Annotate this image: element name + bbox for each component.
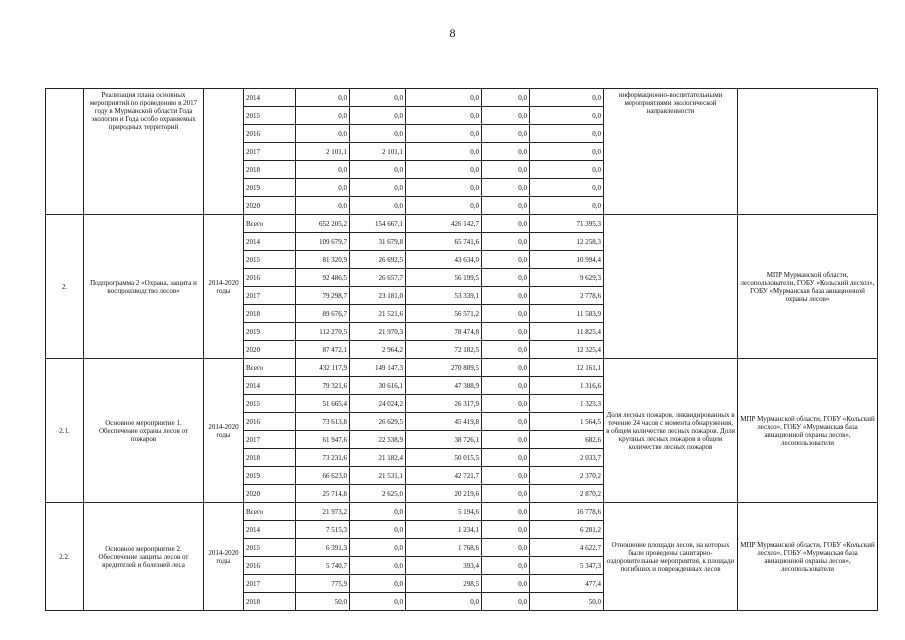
- total-cell: 61 947,6: [296, 431, 350, 449]
- value-cell: 0,0: [350, 575, 406, 593]
- value-cell: 0,0: [350, 593, 406, 611]
- value-cell: 0,0: [482, 287, 530, 305]
- value-cell: 0,0: [482, 323, 530, 341]
- year-cell: 2019: [244, 323, 296, 341]
- value-cell: 0,0: [530, 161, 604, 179]
- year-cell: 2015: [244, 539, 296, 557]
- item-period: 2014-2020 годы: [204, 215, 244, 359]
- total-cell: 51 665,4: [296, 395, 350, 413]
- value-cell: 0,0: [482, 251, 530, 269]
- value-cell: 38 726,1: [406, 431, 482, 449]
- total-cell: 432 117,9: [296, 359, 350, 377]
- year-cell: 2016: [244, 269, 296, 287]
- table-row: [46, 503, 878, 521]
- value-cell: 1 234,1: [406, 521, 482, 539]
- value-cell: 24 024,2: [350, 395, 406, 413]
- value-cell: 0,0: [482, 143, 530, 161]
- total-cell: 79 321,6: [296, 377, 350, 395]
- value-cell: 0,0: [482, 341, 530, 359]
- value-cell: 30 616,1: [350, 377, 406, 395]
- value-cell: 65 741,6: [406, 233, 482, 251]
- value-cell: 45 419,8: [406, 413, 482, 431]
- value-cell: 1 323,3: [530, 395, 604, 413]
- year-cell: 2016: [244, 557, 296, 575]
- total-cell: 0,0: [296, 89, 350, 107]
- value-cell: 0,0: [530, 143, 604, 161]
- item-responsible: МПР Мурманской области, лесопользователи, ГОБУ «Кольский лесхоз», ГОБУ «Мурманская база авиационной охраны лесов»: [738, 215, 878, 359]
- value-cell: 0,0: [482, 197, 530, 215]
- item-indicator: [604, 215, 738, 359]
- item-name: Основное мероприятие 2. Обеспечение защиты лесов от вредителей и болезней леса: [84, 503, 204, 611]
- year-cell: 2019: [244, 467, 296, 485]
- total-cell: 79 298,7: [296, 287, 350, 305]
- year-cell: Всего: [244, 503, 296, 521]
- item-period: 2014-2020 годы: [204, 503, 244, 611]
- year-cell: Всего: [244, 359, 296, 377]
- year-cell: 2020: [244, 341, 296, 359]
- total-cell: 652 205,2: [296, 215, 350, 233]
- value-cell: 149 147,3: [350, 359, 406, 377]
- value-cell: 0,0: [482, 233, 530, 251]
- total-cell: 7 515,3: [296, 521, 350, 539]
- value-cell: 21 521,6: [350, 305, 406, 323]
- total-cell: 0,0: [296, 161, 350, 179]
- value-cell: 0,0: [406, 161, 482, 179]
- total-cell: 66 623,0: [296, 467, 350, 485]
- value-cell: 12 161,1: [530, 359, 604, 377]
- table-row: [46, 215, 878, 233]
- total-cell: 50,0: [296, 593, 350, 611]
- value-cell: 26 317,9: [406, 395, 482, 413]
- year-cell: Всего: [244, 215, 296, 233]
- item-number: 2.2.: [46, 503, 84, 611]
- year-cell: 2016: [244, 125, 296, 143]
- value-cell: 9 629,3: [530, 269, 604, 287]
- value-cell: 16 778,6: [530, 503, 604, 521]
- year-cell: 2015: [244, 395, 296, 413]
- value-cell: 50,0: [530, 593, 604, 611]
- value-cell: 0,0: [406, 593, 482, 611]
- value-cell: 0,0: [530, 197, 604, 215]
- table-row: [46, 89, 878, 107]
- item-period: 2014-2020 годы: [204, 359, 244, 503]
- item-indicator: информационно-воспитательными мероприятиями экологической направленности: [604, 89, 738, 215]
- year-cell: 2018: [244, 305, 296, 323]
- total-cell: 0,0: [296, 179, 350, 197]
- total-cell: 0,0: [296, 197, 350, 215]
- item-name: Реализация плана основных мероприятий по проведению в 2017 году в Мурманской области Года экологии и Года особо охраняемых природных территорий: [84, 89, 204, 215]
- total-cell: 21 973,2: [296, 503, 350, 521]
- value-cell: 42 721,7: [406, 467, 482, 485]
- value-cell: 0,0: [406, 125, 482, 143]
- value-cell: 0,0: [530, 125, 604, 143]
- value-cell: 2 964,2: [350, 341, 406, 359]
- value-cell: 26 629,5: [350, 413, 406, 431]
- value-cell: 393,4: [406, 557, 482, 575]
- year-cell: 2014: [244, 89, 296, 107]
- value-cell: 2 870,2: [530, 485, 604, 503]
- value-cell: 1 316,6: [530, 377, 604, 395]
- year-cell: 2020: [244, 485, 296, 503]
- total-cell: 81 320,9: [296, 251, 350, 269]
- year-cell: 2018: [244, 161, 296, 179]
- value-cell: 0,0: [530, 179, 604, 197]
- value-cell: 0,0: [406, 143, 482, 161]
- total-cell: 73 613,8: [296, 413, 350, 431]
- value-cell: 0,0: [482, 503, 530, 521]
- value-cell: 21 182,4: [350, 449, 406, 467]
- item-responsible: МПР Мурманской области, ГОБУ «Кольский лесхоз», ГОБУ «Мурманская база авиационной охраны лесов», лесопользователи: [738, 503, 878, 611]
- value-cell: 5 194,6: [406, 503, 482, 521]
- total-cell: 6 391,3: [296, 539, 350, 557]
- value-cell: 0,0: [530, 89, 604, 107]
- value-cell: 2 778,6: [530, 287, 604, 305]
- value-cell: 2 101,1: [350, 143, 406, 161]
- value-cell: 21 970,3: [350, 323, 406, 341]
- value-cell: 0,0: [482, 449, 530, 467]
- value-cell: 11 583,9: [530, 305, 604, 323]
- value-cell: 0,0: [530, 107, 604, 125]
- value-cell: 298,5: [406, 575, 482, 593]
- value-cell: 56 199,5: [406, 269, 482, 287]
- program-funding-table: [45, 88, 878, 611]
- year-cell: 2015: [244, 251, 296, 269]
- value-cell: 0,0: [406, 107, 482, 125]
- value-cell: 0,0: [350, 539, 406, 557]
- value-cell: 2 625,0: [350, 485, 406, 503]
- value-cell: 0,0: [482, 575, 530, 593]
- year-cell: 2019: [244, 179, 296, 197]
- value-cell: 0,0: [350, 503, 406, 521]
- value-cell: 0,0: [482, 305, 530, 323]
- total-cell: 109 679,7: [296, 233, 350, 251]
- value-cell: 0,0: [482, 269, 530, 287]
- value-cell: 0,0: [482, 593, 530, 611]
- value-cell: 0,0: [482, 557, 530, 575]
- year-cell: 2016: [244, 413, 296, 431]
- value-cell: 0,0: [482, 539, 530, 557]
- year-cell: 2018: [244, 449, 296, 467]
- value-cell: 0,0: [406, 197, 482, 215]
- total-cell: 89 676,7: [296, 305, 350, 323]
- page-number: 8: [449, 26, 456, 40]
- total-cell: 73 231,6: [296, 449, 350, 467]
- table-row: [46, 359, 878, 377]
- item-name: Подпрограмма 2 «Охрана, защита и воспроизводство лесов»: [84, 215, 204, 359]
- value-cell: 50 015,5: [406, 449, 482, 467]
- value-cell: 1 768,6: [406, 539, 482, 557]
- value-cell: 270 809,5: [406, 359, 482, 377]
- value-cell: 0,0: [406, 179, 482, 197]
- item-period: [204, 89, 244, 215]
- total-cell: 92 486,5: [296, 269, 350, 287]
- value-cell: 0,0: [482, 413, 530, 431]
- value-cell: 23 181,0: [350, 287, 406, 305]
- item-responsible: [738, 89, 878, 215]
- value-cell: 1 564,5: [530, 413, 604, 431]
- value-cell: 0,0: [350, 89, 406, 107]
- value-cell: 71 395,3: [530, 215, 604, 233]
- value-cell: 0,0: [350, 125, 406, 143]
- value-cell: 0,0: [482, 521, 530, 539]
- item-number: 2.1.: [46, 359, 84, 503]
- year-cell: 2015: [244, 107, 296, 125]
- value-cell: 47 388,9: [406, 377, 482, 395]
- value-cell: 0,0: [350, 161, 406, 179]
- year-cell: 2017: [244, 287, 296, 305]
- value-cell: 10 994,4: [530, 251, 604, 269]
- item-responsible: МПР Мурманской области, ГОБУ «Кольский лесхоз», ГОБУ «Мурманская база авиационной охраны лесов», лесопользователи: [738, 359, 878, 503]
- value-cell: 72 182,5: [406, 341, 482, 359]
- value-cell: 0,0: [482, 125, 530, 143]
- year-cell: 2020: [244, 197, 296, 215]
- year-cell: 2014: [244, 377, 296, 395]
- total-cell: 5 740,7: [296, 557, 350, 575]
- value-cell: 682,6: [530, 431, 604, 449]
- value-cell: 26 692,5: [350, 251, 406, 269]
- value-cell: 56 571,2: [406, 305, 482, 323]
- year-cell: 2018: [244, 593, 296, 611]
- value-cell: 20 219,6: [406, 485, 482, 503]
- value-cell: 0,0: [482, 89, 530, 107]
- item-indicator: Доля лесных пожаров, ликвидированных в течение 24 часов с момента обнаружения, в общем количестве лесных пожаров. Доля крупных лесных пожаров в общем количестве лесных пожаров: [604, 359, 738, 503]
- total-cell: 112 270,5: [296, 323, 350, 341]
- total-cell: 0,0: [296, 107, 350, 125]
- value-cell: 0,0: [482, 215, 530, 233]
- value-cell: 0,0: [482, 359, 530, 377]
- value-cell: 12 325,4: [530, 341, 604, 359]
- value-cell: 0,0: [482, 431, 530, 449]
- value-cell: 4 622,7: [530, 539, 604, 557]
- item-number: [46, 89, 84, 215]
- value-cell: 31 679,8: [350, 233, 406, 251]
- value-cell: 53 339,1: [406, 287, 482, 305]
- year-cell: 2017: [244, 143, 296, 161]
- value-cell: 0,0: [482, 161, 530, 179]
- item-number: 2.: [46, 215, 84, 359]
- year-cell: 2014: [244, 521, 296, 539]
- value-cell: 0,0: [350, 521, 406, 539]
- value-cell: 477,4: [530, 575, 604, 593]
- year-cell: 2014: [244, 233, 296, 251]
- value-cell: 154 667,1: [350, 215, 406, 233]
- value-cell: 12 258,3: [530, 233, 604, 251]
- value-cell: 26 657,7: [350, 269, 406, 287]
- value-cell: 0,0: [482, 467, 530, 485]
- table-body: [46, 89, 878, 611]
- value-cell: 2 033,7: [530, 449, 604, 467]
- value-cell: 0,0: [482, 377, 530, 395]
- year-cell: 2017: [244, 575, 296, 593]
- item-indicator: Отношение площади лесов, на которых были проведены санитарно-оздоровительные мероприятия, к площади погибших и поврежденных лесов: [604, 503, 738, 611]
- total-cell: 2 101,1: [296, 143, 350, 161]
- value-cell: 6 281,2: [530, 521, 604, 539]
- value-cell: 0,0: [406, 89, 482, 107]
- value-cell: 0,0: [482, 485, 530, 503]
- total-cell: 775,9: [296, 575, 350, 593]
- value-cell: 78 474,8: [406, 323, 482, 341]
- value-cell: 0,0: [482, 107, 530, 125]
- value-cell: 426 142,7: [406, 215, 482, 233]
- value-cell: 0,0: [482, 179, 530, 197]
- total-cell: 0,0: [296, 125, 350, 143]
- value-cell: 0,0: [482, 395, 530, 413]
- value-cell: 22 538,9: [350, 431, 406, 449]
- value-cell: 11 825,4: [530, 323, 604, 341]
- total-cell: 87 472,1: [296, 341, 350, 359]
- value-cell: 43 634,0: [406, 251, 482, 269]
- value-cell: 0,0: [350, 197, 406, 215]
- item-name: Основное мероприятие 1. Обеспечение охраны лесов от пожаров: [84, 359, 204, 503]
- value-cell: 21 531,1: [350, 467, 406, 485]
- value-cell: 0,0: [350, 107, 406, 125]
- value-cell: 0,0: [350, 179, 406, 197]
- year-cell: 2017: [244, 431, 296, 449]
- value-cell: 0,0: [350, 557, 406, 575]
- total-cell: 25 714,8: [296, 485, 350, 503]
- value-cell: 5 347,3: [530, 557, 604, 575]
- value-cell: 2 370,2: [530, 467, 604, 485]
